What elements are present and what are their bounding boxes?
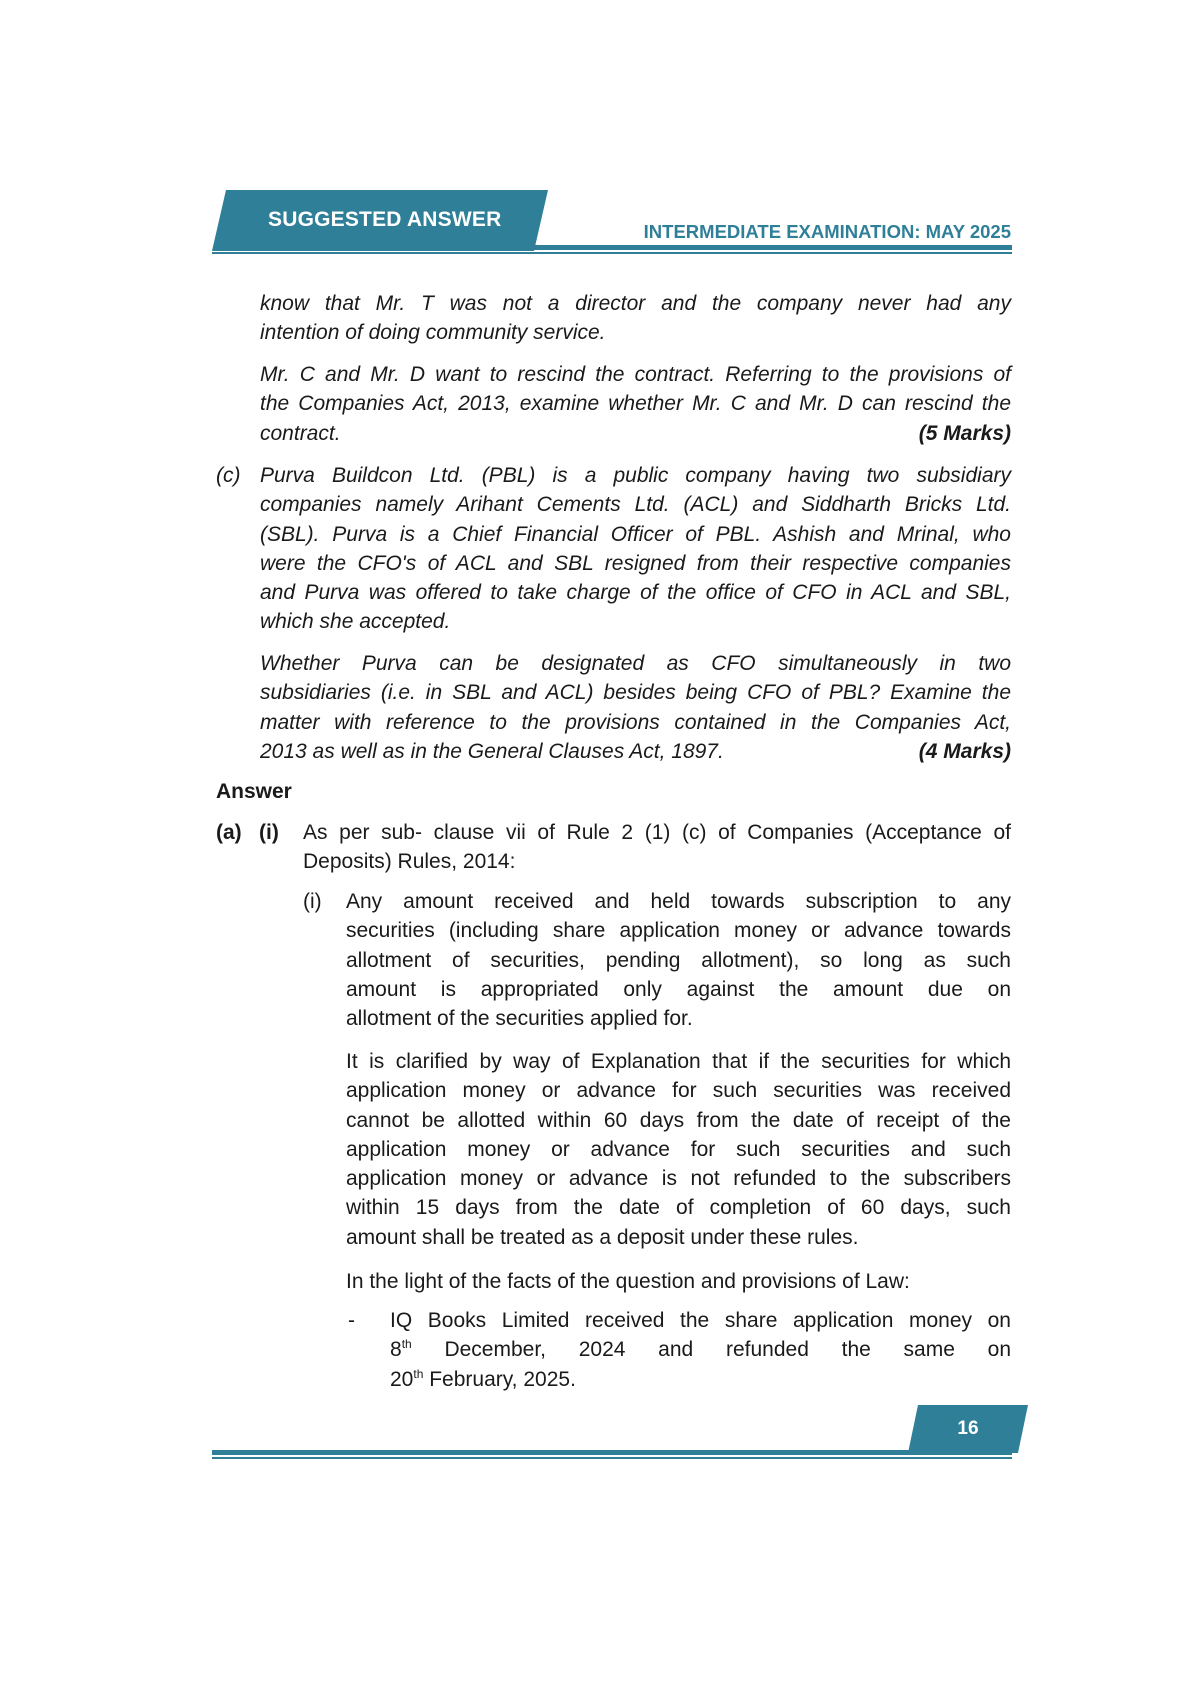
answer-sub-label: (i) — [303, 890, 322, 913]
question-c-line: which she accepted. — [260, 610, 451, 634]
explanation-line: It is clarified by way of Explanation that if the securities for which — [346, 1050, 1011, 1073]
explanation-line: application money or advance for such securities was received — [346, 1079, 1011, 1103]
sub-clause-line: allotment of the securities applied for. — [346, 1007, 693, 1031]
bullet-date-suffix: th — [401, 1337, 412, 1352]
marks-b: (5 Marks) — [918, 421, 1011, 445]
question-c-last-line — [260, 737, 1011, 766]
question-b-line: know that Mr. T was not a director and the company never had any — [260, 292, 1011, 315]
bullet-date-rest: February, 2025. — [423, 1367, 576, 1391]
answer-label-i: (i) — [259, 821, 279, 844]
question-b-line: Mr. C and Mr. D want to rescind the contract. Referring to the provisions of — [260, 363, 1011, 386]
bullet-line — [390, 1335, 1011, 1364]
question-c-line: matter with reference to the provisions contained in the Companies Act, — [260, 710, 1011, 734]
bullet-dash: - — [348, 1309, 355, 1332]
answer-heading: Answer — [216, 780, 292, 803]
question-c-line: subsidiaries (i.e. in SBL and ACL) besides being CFO of PBL? Examine the — [260, 681, 1011, 705]
question-c-paragraph — [260, 461, 1011, 637]
answer-explanation — [346, 1047, 1011, 1252]
footer-rule-thick — [212, 1450, 1012, 1455]
answer-intro-line: As per sub- clause vii of Rule 2 (1) (c) of Companies (Acceptance of — [303, 821, 1011, 844]
sub-clause-line: amount is appropriated only against the amount due on — [346, 977, 1011, 1001]
answer-light-line: In the light of the facts of the question and provisions of Law: — [346, 1270, 910, 1293]
answer-label-a: (a) — [216, 821, 242, 844]
footer-rule-thin — [212, 1457, 1012, 1459]
answer-bullet — [390, 1306, 1011, 1394]
marks-c: (4 Marks) — [918, 739, 1011, 763]
answer-intro-line: Deposits) Rules, 2014: — [303, 850, 516, 874]
question-b-continued — [260, 289, 1011, 348]
explanation-line: cannot be allotted within 60 days from the date of receipt of the — [346, 1108, 1011, 1132]
explanation-line: amount shall be treated as a deposit under these rules. — [346, 1225, 859, 1249]
question-b-line: intention of doing community service. — [260, 321, 606, 345]
sub-clause-line: securities (including share application money or advance towards — [346, 919, 1011, 943]
bullet-date-suffix: th — [413, 1366, 424, 1381]
question-c-line: and Purva was offered to take charge of the office of CFO in ACL and SBL, — [260, 581, 1011, 605]
bullet-date-rest: December, 2024 and refunded the same on — [411, 1338, 1011, 1362]
explanation-line: application money or advance for such securities and such — [346, 1137, 1011, 1161]
header-rule-thin — [212, 252, 1012, 254]
bullet-date-day: 20 — [390, 1367, 414, 1391]
question-c-line: were the CFO's of ACL and SBL resigned from their respective companies — [260, 551, 1011, 575]
question-c-label: (c) — [216, 464, 241, 487]
question-b-line: contract. — [260, 421, 341, 445]
question-c-line: Purva Buildcon Ltd. (PBL) is a public company having two subsidiary — [260, 464, 1011, 487]
question-c-line: 2013 as well as in the General Clauses Act, 1897. — [260, 739, 724, 763]
bullet-line — [390, 1365, 1011, 1394]
question-b-last-line — [260, 419, 1011, 448]
page-number: 16 — [957, 1418, 979, 1439]
bullet-line: IQ Books Limited received the share application money on — [390, 1309, 1011, 1332]
sub-clause-line: Any amount received and held towards subscription to any — [346, 890, 1011, 913]
question-b-line: the Companies Act, 2013, examine whether Mr. C and Mr. D can rescind the — [260, 392, 1011, 416]
explanation-line: within 15 days from the date of completion of 60 days, such — [346, 1196, 1011, 1220]
question-c-ask — [260, 649, 1011, 766]
header-tab-label: SUGGESTED ANSWER — [268, 208, 502, 231]
sub-clause-line: allotment of securities, pending allotment), so long as such — [346, 948, 1011, 972]
answer-intro — [303, 818, 1011, 877]
exam-title: INTERMEDIATE EXAMINATION: MAY 2025 — [643, 221, 1011, 242]
question-c-line: companies namely Arihant Cements Ltd. (ACL) and Siddharth Bricks Ltd. — [260, 493, 1011, 517]
bullet-date-day: 8 — [390, 1338, 402, 1362]
question-b-rescind — [260, 360, 1011, 448]
explanation-line: application money or advance is not refunded to the subscribers — [346, 1167, 1011, 1191]
header-rule-thick — [534, 245, 1012, 250]
question-c-line: Whether Purva can be designated as CFO simultaneously in two — [260, 652, 1011, 675]
question-c-line: (SBL). Purva is a Chief Financial Officer of PBL. Ashish and Mrinal, who — [260, 522, 1011, 546]
answer-sub-clause — [346, 887, 1011, 1033]
